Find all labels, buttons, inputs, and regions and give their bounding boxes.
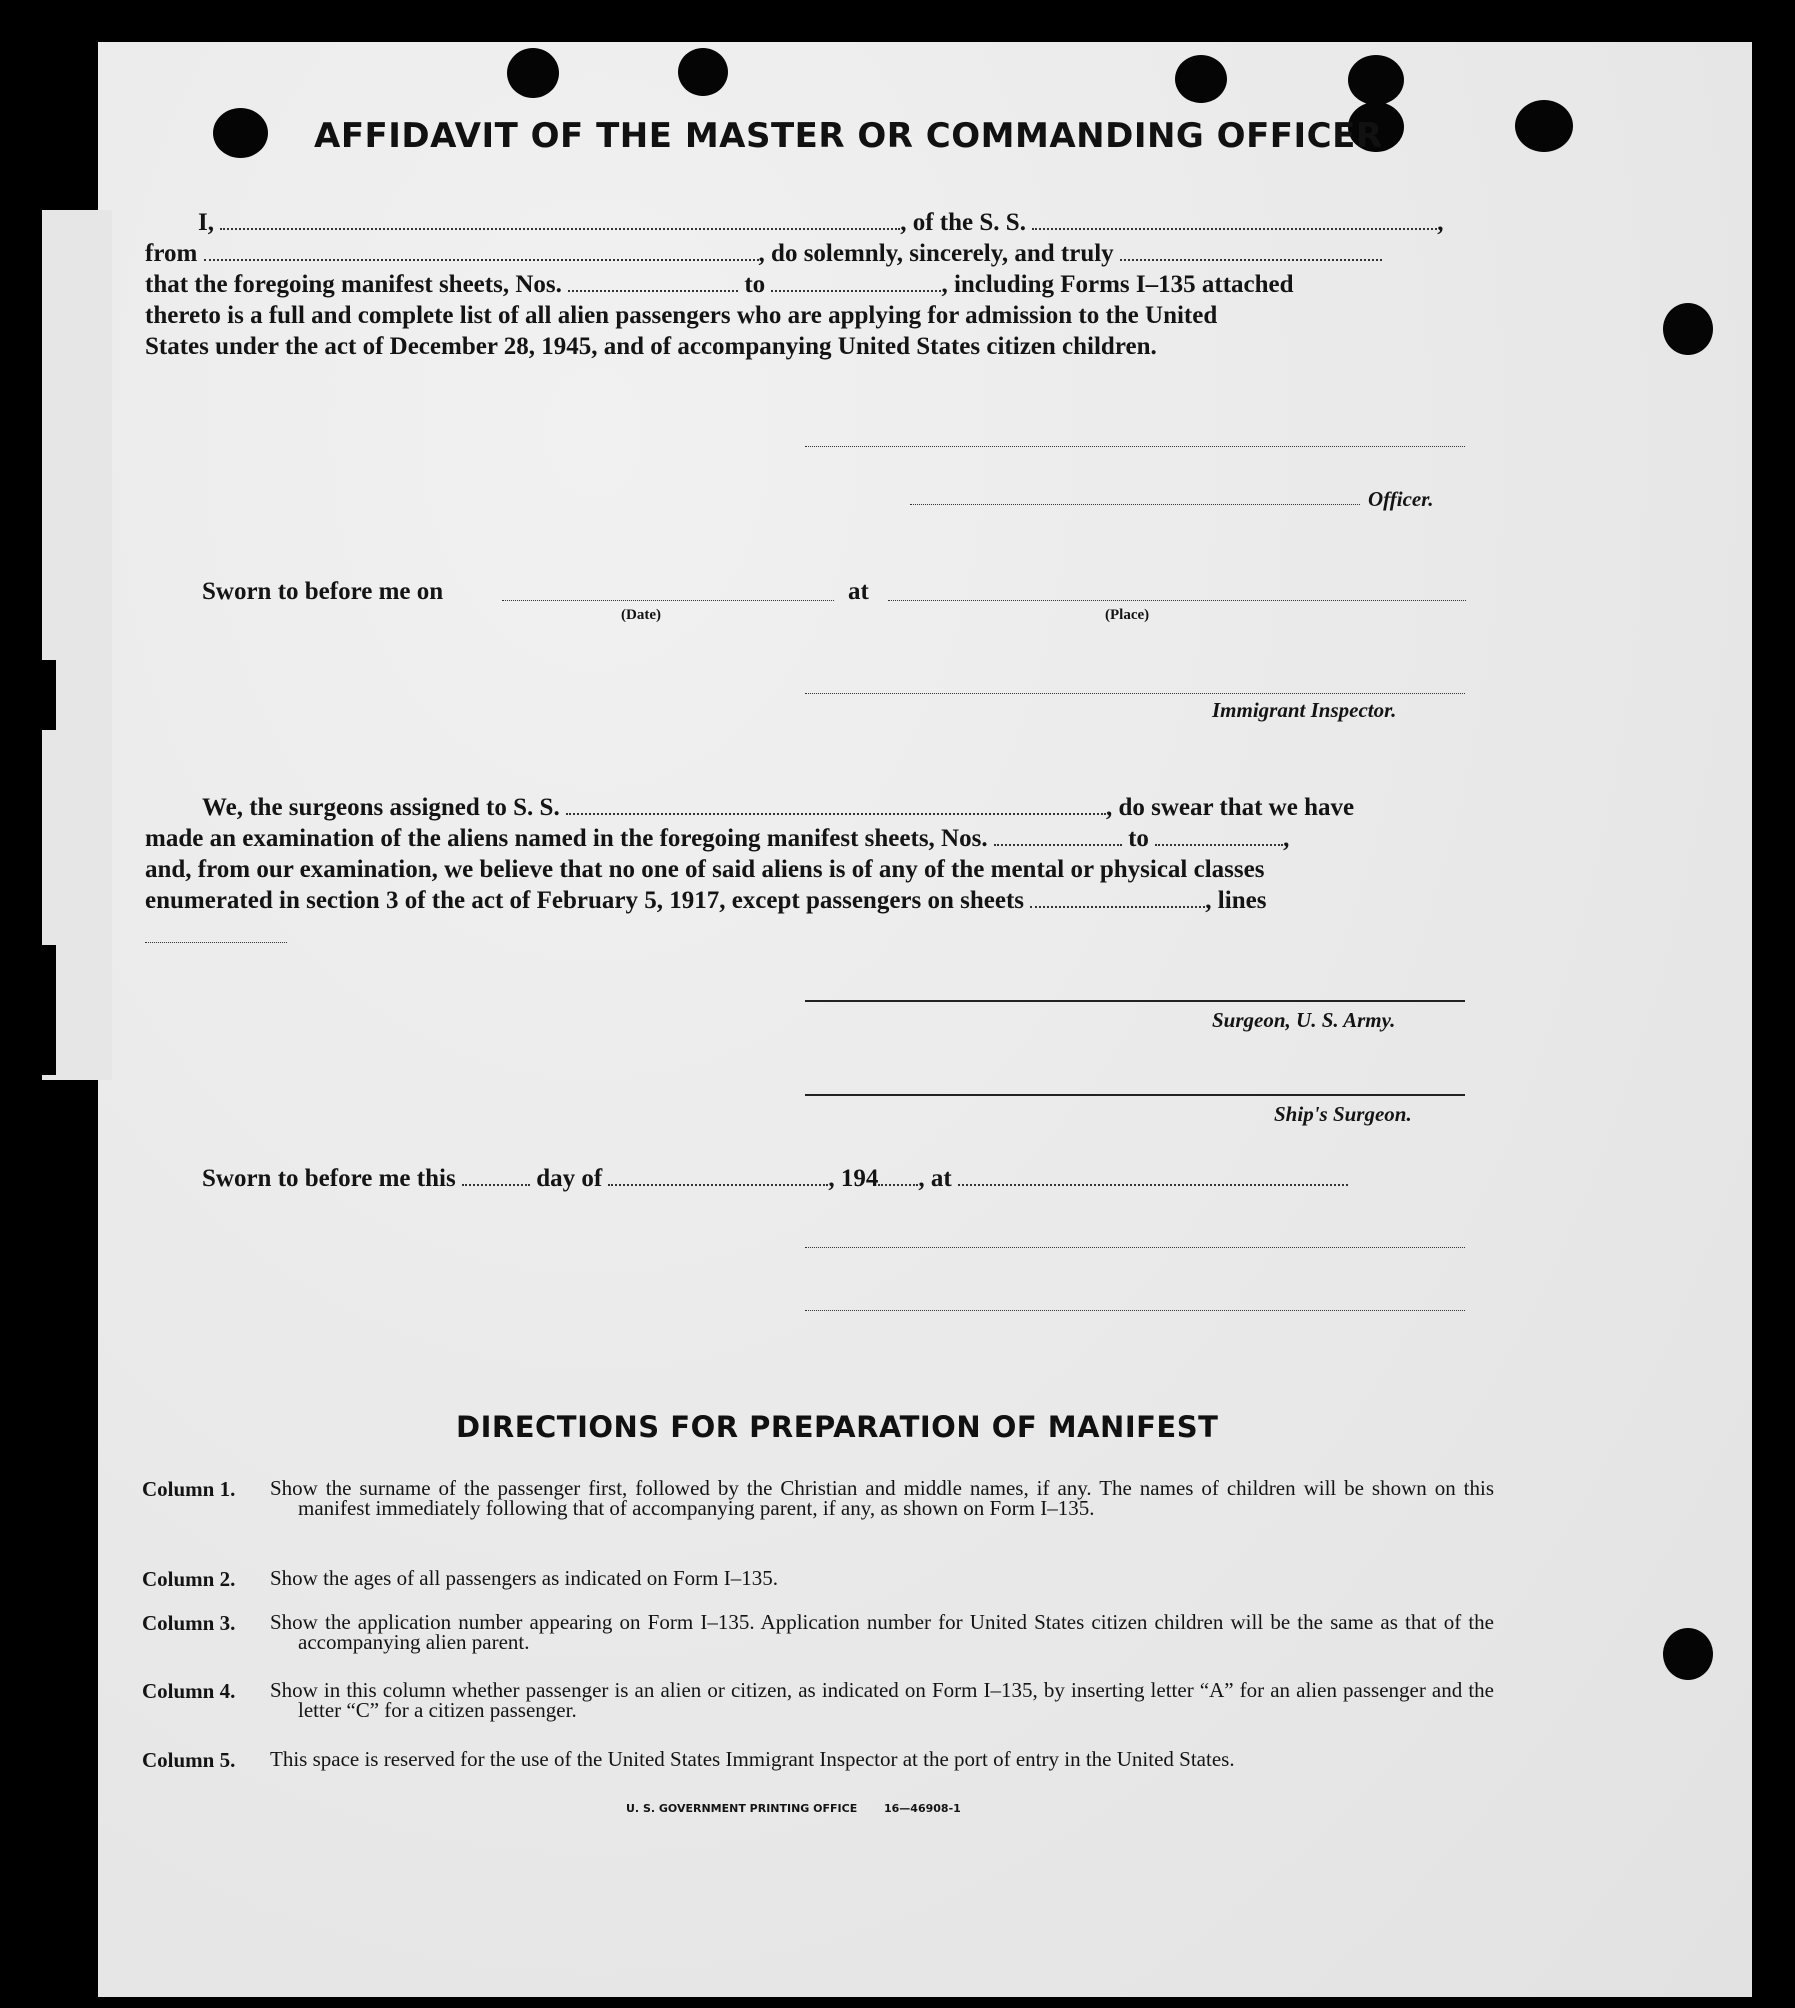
affidavit-text: , of the S. S. <box>900 209 1026 236</box>
surgeons-text: made an examination of the aliens named in the foregoing manifest sheets, Nos. <box>145 825 988 852</box>
affidavit-text: I, <box>198 209 214 236</box>
punch-hole <box>213 108 268 158</box>
officer-caption: Officer. <box>1368 487 1434 511</box>
inspector-caption: Immigrant Inspector. <box>1212 698 1397 722</box>
sworn-on-label: Sworn to before me on <box>202 578 444 605</box>
year-blank[interactable] <box>878 1183 918 1186</box>
affidavit-line-2 <box>145 240 1382 268</box>
direction-text: Show the surname of the passenger first, followed by the Christian and middle names, if any. The names of children will be shown on this manifest immediately following that of accompanying parent, if any, as shown on Form I–135. <box>270 1476 1494 1520</box>
affidavit-title: AFFIDAVIT OF THE MASTER OR COMMANDING OFFICER <box>314 116 1383 156</box>
affidavit-text: , including Forms I–135 attached <box>941 271 1294 298</box>
direction-label: Column 5. <box>142 1748 236 1772</box>
sworn-at-label: at <box>848 578 869 605</box>
affidavit-text: that the foregoing manifest sheets, Nos. <box>145 271 562 298</box>
except-lines-blank[interactable] <box>145 942 287 943</box>
sworn-text: , at <box>918 1165 952 1192</box>
army-surgeon-signature-line[interactable] <box>805 1000 1465 1002</box>
punch-hole <box>507 48 559 98</box>
surgeons-text: to <box>1128 825 1149 852</box>
affidavit-line-3 <box>145 271 1294 299</box>
official-signature-line[interactable] <box>805 1247 1465 1248</box>
affidavit-text: , <box>1437 209 1444 236</box>
sheet-to-blank[interactable] <box>771 289 941 292</box>
except-sheets-blank[interactable] <box>1030 905 1205 908</box>
punch-hole <box>1348 55 1404 105</box>
army-surgeon-caption: Surgeon, U. S. Army. <box>1212 1008 1396 1032</box>
ship-name-blank[interactable] <box>1032 227 1437 230</box>
officer-signature-line[interactable] <box>910 504 1360 505</box>
master-signature-line[interactable] <box>805 446 1465 447</box>
sworn-text: , 194 <box>828 1165 879 1192</box>
direction-label: Column 4. <box>142 1679 236 1703</box>
month-blank[interactable] <box>608 1183 828 1186</box>
surgeons-text: , lines <box>1205 887 1267 914</box>
surgeons-line-1 <box>202 794 1354 822</box>
sheet-from-blank[interactable] <box>568 289 738 292</box>
surgeons-line-3: and, from our examination, we believe that no one of said aliens is of any of the mental or physical classes <box>145 856 1265 883</box>
sworn-text: day of <box>536 1165 603 1192</box>
direction-text: Show in this column whether passenger is an alien or citizen, as indicated on Form I–135, by inserting letter “A” for an alien passenger and the letter “C” for a citizen passenger. <box>270 1678 1494 1722</box>
official-title-line[interactable] <box>805 1310 1465 1311</box>
surgeons-text: We, the surgeons assigned to S. S. <box>202 794 560 821</box>
surgeons-text: , do swear that we have <box>1105 794 1355 821</box>
direction-label: Column 2. <box>142 1567 236 1591</box>
surgeons-text: , <box>1283 825 1290 852</box>
punch-hole <box>1515 100 1573 152</box>
surgeons-text: enumerated in section 3 of the act of February 5, 1917, except passengers on sheets <box>145 887 1025 914</box>
punch-hole <box>1663 1628 1713 1680</box>
oath-blank[interactable] <box>1120 258 1382 261</box>
ship-surgeon-signature-line[interactable] <box>805 1094 1465 1096</box>
direction-label: Column 1. <box>142 1477 236 1501</box>
surgeon-ship-blank[interactable] <box>566 812 1106 815</box>
affidavit-text: , do solemnly, sincerely, and truly <box>758 240 1114 267</box>
affidavit-text: from <box>145 240 198 267</box>
exam-sheet-to-blank[interactable] <box>1155 843 1283 846</box>
sworn-this-line <box>202 1165 1348 1193</box>
form-code: 16—46908-1 <box>884 1802 961 1815</box>
direction-label: Column 3. <box>142 1611 236 1635</box>
name-blank[interactable] <box>220 227 900 230</box>
affidavit-line-5: States under the act of December 28, 1945, and of accompanying United States citizen children. <box>145 333 1157 360</box>
sworn-date-blank[interactable] <box>502 600 834 601</box>
sworn-text: Sworn to before me this <box>202 1165 456 1192</box>
exam-sheet-from-blank[interactable] <box>994 843 1122 846</box>
edge-tear <box>42 945 56 1075</box>
direction-text: Show the application number appearing on Form I–135. Application number for United States citizen children will be the same as that of the accompanying alien parent. <box>270 1610 1494 1654</box>
printer-imprint: U. S. GOVERNMENT PRINTING OFFICE <box>626 1802 858 1815</box>
direction-text: Show the ages of all passengers as indicated on Form I–135. <box>270 1566 778 1590</box>
sworn-place-blank[interactable] <box>888 600 1466 601</box>
surgeons-line-4 <box>145 887 1266 915</box>
surgeons-line-2 <box>145 825 1289 853</box>
affidavit-text: to <box>744 271 766 298</box>
ship-surgeon-caption: Ship's Surgeon. <box>1274 1102 1412 1126</box>
directions-title: DIRECTIONS FOR PREPARATION OF MANIFEST <box>456 1410 1219 1444</box>
direction-text: This space is reserved for the use of the United States Immigrant Inspector at the port of entry in the United States. <box>270 1747 1235 1771</box>
place-caption: (Place) <box>1105 607 1150 623</box>
punch-hole <box>678 48 728 96</box>
day-blank[interactable] <box>462 1183 530 1186</box>
origin-blank[interactable] <box>204 258 759 261</box>
sworn-place-blank-2[interactable] <box>958 1183 1348 1186</box>
edge-tear <box>42 660 56 730</box>
punch-hole <box>1175 55 1227 103</box>
affidavit-line-1 <box>198 209 1443 237</box>
punch-hole <box>1663 303 1713 355</box>
date-caption: (Date) <box>621 607 661 623</box>
affidavit-line-4: thereto is a full and complete list of all alien passengers who are applying for admission to the United <box>145 302 1218 329</box>
inspector-signature-line[interactable] <box>805 693 1465 694</box>
